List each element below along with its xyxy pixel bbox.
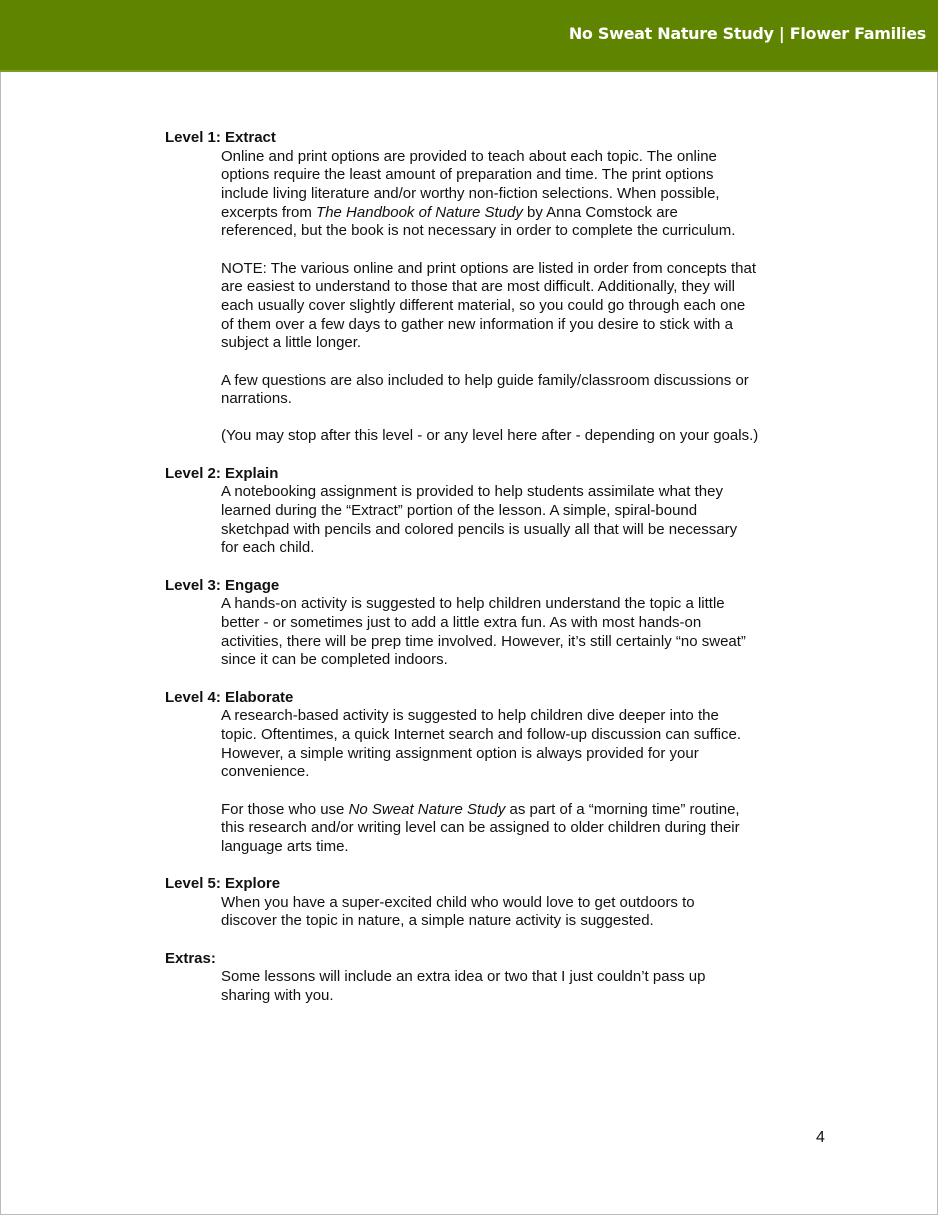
text-segment: as part of a “morning time” routine, — [505, 800, 740, 818]
text-line — [221, 260, 845, 279]
text-segment: learned during the “Extract” portion of the lesson. A simple, spiral-bound — [221, 502, 698, 520]
text-segment: activities, there will be prep time involved. However, it’s still certainly “no sweat” — [221, 632, 746, 650]
section — [165, 950, 845, 1006]
text-line — [221, 633, 845, 652]
text-segment: excerpts from — [221, 203, 317, 221]
section-heading: Level 2: Explain — [165, 464, 279, 482]
text-segment: A hands-on activity is suggested to help children understand the topic a little — [221, 595, 725, 613]
text-segment: sharing with you. — [221, 987, 334, 1005]
page-number: 4 — [816, 1129, 825, 1146]
text-segment: referenced, but the book is not necessary in order to complete the curriculum. — [221, 222, 736, 240]
text-segment: discover the topic in nature, a simple nature activity is suggested. — [221, 912, 654, 930]
paragraph — [221, 148, 845, 241]
text-segment: Some lessons will include an extra idea or two that I just couldn’t pass up — [221, 968, 706, 986]
text-line — [221, 745, 845, 764]
section-heading: Level 1: Extract — [165, 129, 276, 146]
text-line — [221, 595, 845, 614]
text-line — [221, 987, 845, 1006]
text-line — [221, 726, 845, 745]
text-line — [221, 372, 845, 391]
page-header-banner — [0, 0, 938, 72]
text-segment: For those who use — [221, 800, 349, 818]
text-line — [221, 427, 845, 446]
text-segment: narrations. — [221, 390, 292, 408]
text-segment: topic. Oftentimes, a quick Internet search and follow-up discussion can suffice. — [221, 725, 741, 743]
text-segment: for each child. — [221, 539, 315, 557]
paragraph — [221, 483, 845, 558]
paragraph — [221, 372, 845, 409]
paragraph — [221, 801, 845, 857]
text-segment: since it can be completed indoors. — [221, 651, 448, 669]
text-line — [221, 502, 845, 521]
text-segment: (You may stop after this level - or any level here after - depending on your goals.) — [221, 427, 759, 445]
text-segment: NOTE: The various online and print options are listed in order from concepts that — [221, 259, 756, 277]
section — [165, 465, 845, 558]
text-segment: options require the least amount of preparation and time. The print options — [221, 166, 714, 184]
paragraph — [221, 260, 845, 353]
header-title: No Sweat Nature Study | Flower Families — [568, 24, 926, 43]
text-line — [221, 912, 845, 931]
section — [165, 577, 845, 670]
italic-title: The Handbook of Nature Study — [316, 203, 523, 221]
paragraph — [221, 595, 845, 670]
text-line — [221, 278, 845, 297]
paragraph — [221, 968, 845, 1005]
text-segment: include living literature and/or worthy non-fiction selections. When possible, — [221, 184, 720, 202]
text-line — [221, 801, 845, 820]
text-line — [221, 204, 845, 223]
document-body — [165, 129, 845, 1024]
text-line — [221, 707, 845, 726]
text-segment: by Anna Comstock are — [522, 203, 678, 221]
section — [165, 689, 845, 857]
text-line — [221, 316, 845, 335]
text-line — [221, 819, 845, 838]
text-line — [221, 166, 845, 185]
text-segment: When you have a super-excited child who would love to get outdoors to — [221, 893, 695, 911]
text-line — [221, 148, 845, 167]
paragraph — [221, 707, 845, 782]
text-segment: Online and print options are provided to teach about each topic. The online — [221, 147, 717, 165]
text-segment: better - or sometimes just to add a little extra fun. As with most hands-on — [221, 613, 702, 631]
italic-title: No Sweat Nature Study — [348, 800, 506, 818]
text-line — [221, 390, 845, 409]
section — [165, 875, 845, 931]
section-heading: Extras: — [165, 949, 216, 967]
text-line — [221, 521, 845, 540]
text-line — [221, 614, 845, 633]
paragraph — [221, 894, 845, 931]
text-segment: A notebooking assignment is provided to help students assimilate what they — [221, 483, 723, 501]
text-line — [221, 334, 845, 353]
text-segment: language arts time. — [221, 837, 349, 855]
section — [165, 129, 845, 446]
text-segment: However, a simple writing assignment option is always provided for your — [221, 744, 699, 762]
text-line — [221, 185, 845, 204]
text-line — [221, 651, 845, 670]
text-line — [221, 483, 845, 502]
text-segment: subject a little longer. — [221, 334, 362, 352]
text-segment: sketchpad with pencils and colored pencils is usually all that will be necessary — [221, 520, 738, 538]
paragraph — [221, 427, 845, 446]
text-segment: this research and/or writing level can be assigned to older children during their — [221, 819, 740, 837]
section-heading: Level 3: Engage — [165, 576, 280, 594]
text-line — [221, 539, 845, 558]
text-line — [221, 763, 845, 782]
section-heading: Level 5: Explore — [165, 875, 281, 893]
text-segment: each usually cover slightly different material, so you could go through each one — [221, 296, 746, 314]
text-segment: convenience. — [221, 763, 310, 781]
text-segment: of them over a few days to gather new information if you desire to stick with a — [221, 315, 733, 333]
text-line — [221, 968, 845, 987]
text-line — [221, 894, 845, 913]
text-segment: A research-based activity is suggested to help children dive deeper into the — [221, 707, 719, 725]
text-segment: A few questions are also included to help guide family/classroom discussions or — [221, 371, 749, 389]
text-line — [221, 838, 845, 857]
text-line — [221, 297, 845, 316]
text-line — [221, 222, 845, 241]
section-heading: Level 4: Elaborate — [165, 688, 294, 706]
text-segment: are easiest to understand to those that are most difficult. Additionally, they will — [221, 278, 735, 296]
